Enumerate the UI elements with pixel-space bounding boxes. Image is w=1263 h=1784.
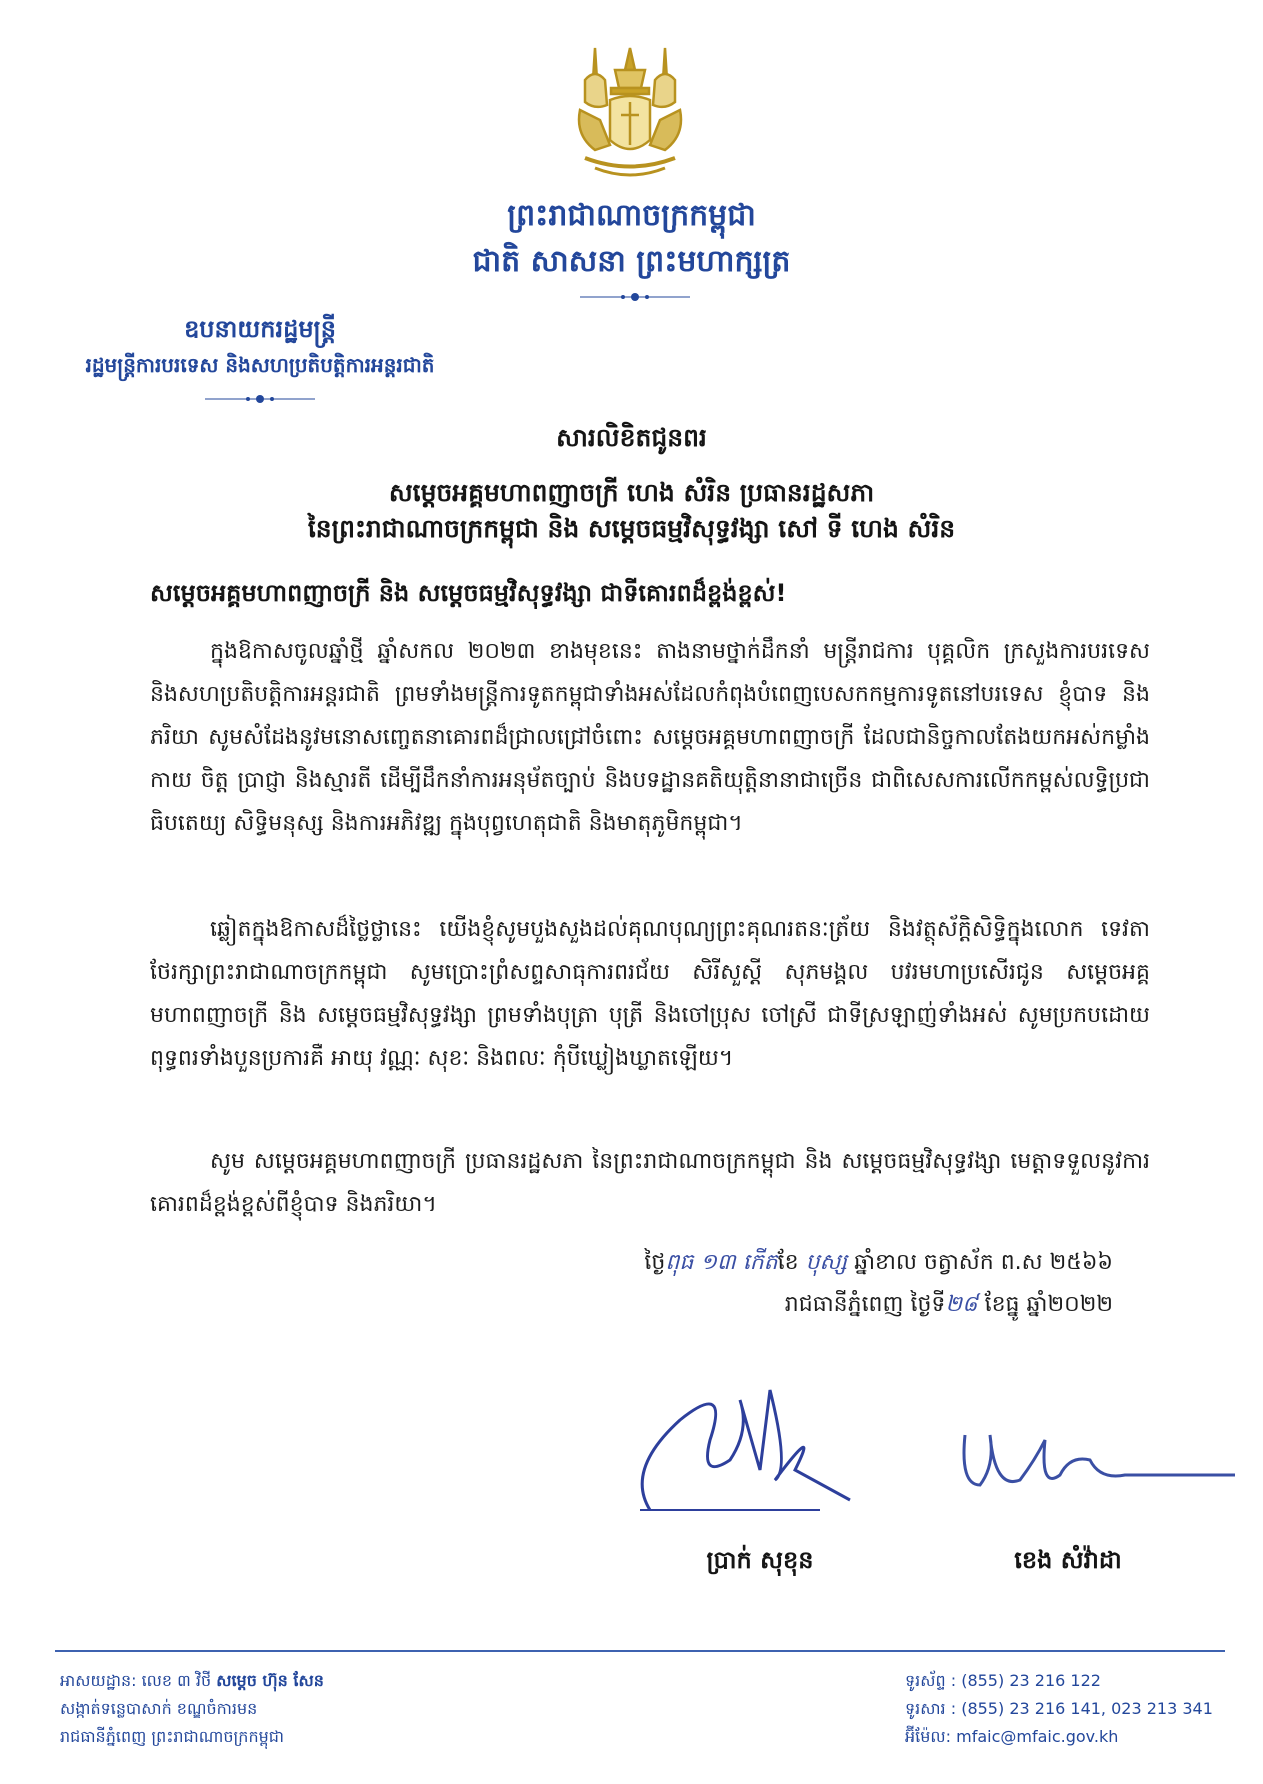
ministry-title: ឧបនាយករដ្ឋមន្ត្រី bbox=[184, 315, 336, 343]
fax-number: (855) 23 216 141, 023 213 341 bbox=[961, 1699, 1213, 1718]
salutation: សម្តេចអគ្គមហាពញាចក្រី និង សម្តេចធម្មវិសុទ្ធវង្សា ជាទីគោរពដ៏ខ្ពង់ខ្ពស់! bbox=[150, 579, 787, 607]
handwritten-lunar-month: បុស្ស bbox=[805, 1250, 848, 1275]
body-paragraph-2: ឆ្លៀតក្នុងឱកាសដ៏ថ្លៃថ្លានេះ យើងខ្ញុំសូមបួងសួងដល់គុណបុណ្យព្រះគុណរតនៈត្រ័យ និងវត្ថុស័ក្តិសិទ្ធិក្នុងលោក ទេវតាថែរក្សាព្រះរាជាណាចក្រកម្ពុជា សូមប្រោះព្រំសព្ទសាធុការពរជ័យ សិរីសួស្តី សុភមង្គល បវរមហាប្រសើរជូន សម្តេចអគ្គមហាពញាចក្រី និង សម្តេចធម្មវិសុទ្ធវង្សា ព្រមទាំងបុត្រា បុត្រី និងចៅប្រុស ចៅស្រី ជាទីស្រឡាញ់ទាំងអស់ សូមប្រកបដោយពុទ្ធពរទាំងបួនប្រការគឺ អាយុ វណ្ណៈ សុខៈ និងពលៈ កុំបីឃ្លៀងឃ្លាតឡើយ។ bbox=[150, 917, 1150, 1071]
footer-address: អាសយដ្ឋាន: លេខ ៣ វិថី សម្តេច ហ៊ុន សែន សង្កាត់ទន្លេបាសាក់ ខណ្ឌចំការមន រាជធានីភ្នំពេញ ព្រះរាជាណាចក្រកម្ពុជា bbox=[60, 1671, 324, 1746]
signatory-right-name: ខេង សំវ៉ាដា bbox=[1014, 1546, 1122, 1574]
lunar-date: ថ្ងៃពុធ ១៣ កើតខែ បុស្ស ឆ្នាំខាល ចត្វាស័ក ព.ស ២៥៦៦ bbox=[644, 1250, 1113, 1275]
phone-label: ទូរស័ព្ទ : bbox=[905, 1671, 957, 1690]
letter-recipient-line2: នៃព្រះរាជាណាចក្រកម្ពុជា និង សម្តេចធម្មវិសុទ្ធវង្សា សៅ ទី ហេង សំរិន bbox=[307, 514, 956, 543]
body-paragraph-1: ក្នុងឱកាសចូលឆ្នាំថ្មី ឆ្នាំសកល ២០២៣ ខាងមុខនេះ តាងនាមថ្នាក់ដឹកនាំ មន្ត្រីរាជការ បុគ្គលិក ក្រសួងការបរទេស និងសហប្រតិបត្តិការអន្តរជាតិ ព្រមទាំងមន្ត្រីការទូតកម្ពុជាទាំងអស់ដែលកំពុងបំពេញបេសកកម្មការទូតនៅបរទេស ខ្ញុំបាទ និងភរិយា សូមសំដែងនូវមនោសញ្ចេតនាគោរពដ៏ជ្រាលជ្រៅចំពោះ សម្តេចអគ្គមហាពញាចក្រី ដែលជានិច្ចកាលតែងយកអស់កម្លាំងកាយ ចិត្ត ប្រាជ្ញា និងស្មារតី ដើម្បីដឹកនាំការអនុម័តច្បាប់ និងបទដ្ឋានគតិយុត្តិនានាជាច្រើន ជាពិសេសការលើកកម្ពស់លទ្ធិប្រជាធិបតេយ្យ សិទ្ធិមនុស្ស និងការអភិវឌ្ឍ ក្នុងបុព្វហេតុជាតិ និងមាតុភូមិកម្ពុជា។ bbox=[150, 639, 1150, 836]
email-address: mfaic@mfaic.gov.kh bbox=[956, 1727, 1119, 1746]
kingdom-title: ព្រះរាជាណាចក្រកម្ពុជា bbox=[507, 198, 756, 233]
letter-title: សារលិខិតជូនពរ bbox=[556, 423, 707, 452]
email-label: អ៊ីម៉ែល: bbox=[905, 1727, 952, 1746]
ministry-subtitle: រដ្ឋមន្ត្រីការបរទេស និងសហប្រតិបត្តិការអន្តរជាតិ bbox=[85, 353, 435, 377]
phone-number: (855) 23 216 122 bbox=[961, 1671, 1101, 1690]
ornament-divider-icon bbox=[580, 290, 690, 304]
signature-right-icon bbox=[950, 1405, 1240, 1515]
handwritten-solar-day: ២៨ bbox=[945, 1292, 978, 1317]
address-label: អាសយដ្ឋាន: bbox=[60, 1671, 137, 1690]
footer-divider bbox=[55, 1650, 1225, 1652]
royal-coat-of-arms-icon bbox=[555, 40, 705, 190]
kingdom-motto: ជាតិ សាសនា ព្រះមហាក្សត្រ bbox=[472, 244, 791, 279]
handwritten-lunar-day: ពុធ ១៣ កើត bbox=[665, 1250, 778, 1275]
fax-label: ទូរសារ : bbox=[905, 1699, 957, 1718]
signature-left-icon bbox=[620, 1360, 860, 1520]
signatory-left-name: ប្រាក់ សុខុន bbox=[706, 1546, 814, 1574]
letter-recipient-line1: សម្តេចអគ្គមហាពញាចក្រី ហេង សំរិន ប្រធានរដ្ឋសភា bbox=[388, 478, 875, 507]
ornament-divider-icon bbox=[205, 392, 315, 406]
solar-date: រាជធានីភ្នំពេញ ថ្ងៃទី២៨ ខែធ្នូ ឆ្នាំ២០២២ bbox=[784, 1292, 1113, 1317]
footer-contacts bbox=[905, 1667, 1245, 1751]
body-paragraph-3: សូម សម្តេចអគ្គមហាពញាចក្រី ប្រធានរដ្ឋសភា នៃព្រះរាជាណាចក្រកម្ពុជា និង សម្តេចធម្មវិសុទ្ធវង្សា មេត្តាទទួលនូវការគោរពដ៏ខ្ពង់ខ្ពស់ពីខ្ញុំបាទ និងភរិយា។ bbox=[150, 1149, 1150, 1217]
